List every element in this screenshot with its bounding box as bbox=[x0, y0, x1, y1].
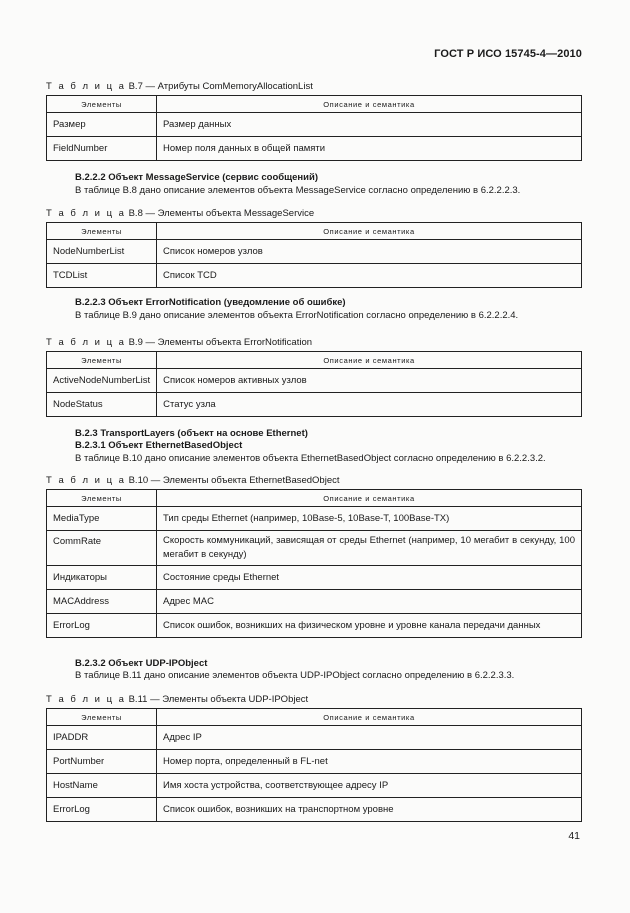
element-name: TCDList bbox=[47, 264, 157, 288]
table-row bbox=[47, 774, 582, 798]
table-row bbox=[47, 264, 582, 288]
table-row bbox=[47, 531, 582, 566]
table-row bbox=[47, 393, 582, 417]
table-row bbox=[47, 240, 582, 264]
element-description: Скорость коммуникаций, зависящая от среды Ethernet (например, 10 мегабит в секунду, 100 мегабит в секунду) bbox=[157, 531, 582, 566]
element-description: Список ошибок, возникших на транспортном уровне bbox=[157, 798, 582, 822]
column-header-description: Описание и семантика bbox=[157, 96, 582, 113]
table-row bbox=[47, 507, 582, 531]
element-name: CommRate bbox=[47, 531, 157, 566]
element-name: ActiveNodeNumberList bbox=[47, 369, 157, 393]
column-header-description: Описание и семантика bbox=[157, 709, 582, 726]
column-header-elements: Элементы bbox=[47, 352, 157, 369]
document-id: ГОСТ Р ИСО 15745-4—2010 bbox=[434, 48, 582, 60]
table-row bbox=[47, 750, 582, 774]
column-header-description: Описание и семантика bbox=[157, 223, 582, 240]
table-header-row bbox=[47, 223, 582, 240]
section-heading: В.2.3 TransportLayers (объект на основе Ethernet) bbox=[75, 428, 308, 439]
table-b8-caption: Т а б л и ц а В.8 — Элементы объекта MessageService bbox=[46, 208, 315, 219]
table-row bbox=[47, 614, 582, 638]
section-paragraph: В таблице В.9 дано описание элементов объекта ErrorNotification согласно определению в 6.2.2.2.4. bbox=[75, 310, 519, 321]
section-heading: В.2.2.2 Объект MessageService (сервис сообщений) bbox=[75, 172, 319, 183]
table-row bbox=[47, 726, 582, 750]
table-row bbox=[47, 113, 582, 137]
table-b8 bbox=[46, 222, 582, 288]
table-b9-caption: Т а б л и ц а В.9 — Элементы объекта ErrorNotification bbox=[46, 337, 313, 348]
table-header-row bbox=[47, 352, 582, 369]
section-paragraph: В таблице В.8 дано описание элементов объекта MessageService согласно определению в 6.2.2.2.3. bbox=[75, 185, 521, 196]
table-b9 bbox=[46, 351, 582, 417]
column-header-elements: Элементы bbox=[47, 223, 157, 240]
element-name: NodeNumberList bbox=[47, 240, 157, 264]
table-b7 bbox=[46, 95, 582, 161]
element-description: Номер порта, определенный в FL-net bbox=[157, 750, 582, 774]
table-row bbox=[47, 566, 582, 590]
table-row bbox=[47, 590, 582, 614]
table-row bbox=[47, 798, 582, 822]
element-description: Адрес MAC bbox=[157, 590, 582, 614]
page-number: 41 bbox=[568, 830, 580, 842]
section-heading: В.2.2.3 Объект ErrorNotification (уведомление об ошибке) bbox=[75, 297, 346, 308]
element-name: ErrorLog bbox=[47, 798, 157, 822]
column-header-description: Описание и семантика bbox=[157, 352, 582, 369]
table-row bbox=[47, 137, 582, 161]
table-b10-caption: Т а б л и ц а В.10 — Элементы объекта EthernetBasedObject bbox=[46, 475, 340, 486]
column-header-elements: Элементы bbox=[47, 709, 157, 726]
column-header-description: Описание и семантика bbox=[157, 490, 582, 507]
element-name: MediaType bbox=[47, 507, 157, 531]
element-name: PortNumber bbox=[47, 750, 157, 774]
table-b7-caption: Т а б л и ц а В.7 — Атрибуты ComMemoryAllocationList bbox=[46, 81, 313, 92]
element-description: Список номеров узлов bbox=[157, 240, 582, 264]
element-description: Список ошибок, возникших на физическом уровне и уровне канала передачи данных bbox=[157, 614, 582, 638]
element-name: NodeStatus bbox=[47, 393, 157, 417]
element-name: MACAddress bbox=[47, 590, 157, 614]
element-name: HostName bbox=[47, 774, 157, 798]
element-name: ErrorLog bbox=[47, 614, 157, 638]
table-b11 bbox=[46, 708, 582, 822]
column-header-elements: Элементы bbox=[47, 490, 157, 507]
section-heading: В.2.3.2 Объект UDP-IPObject bbox=[75, 658, 208, 669]
column-header-elements: Элементы bbox=[47, 96, 157, 113]
table-header-row bbox=[47, 490, 582, 507]
table-b10 bbox=[46, 489, 582, 638]
element-description: Размер данных bbox=[157, 113, 582, 137]
element-description: Состояние среды Ethernet bbox=[157, 566, 582, 590]
element-description: Статус узла bbox=[157, 393, 582, 417]
element-description: Адрес IP bbox=[157, 726, 582, 750]
section-paragraph: В таблице В.11 дано описание элементов объекта UDP-IPObject согласно определению в 6.2.2.3.3. bbox=[75, 670, 515, 681]
element-name: Размер bbox=[47, 113, 157, 137]
element-description: Имя хоста устройства, соответствующее адресу IP bbox=[157, 774, 582, 798]
element-description: Список номеров активных узлов bbox=[157, 369, 582, 393]
element-name: IPADDR bbox=[47, 726, 157, 750]
element-description: Список TCD bbox=[157, 264, 582, 288]
element-description: Номер поля данных в общей памяти bbox=[157, 137, 582, 161]
element-description: Тип среды Ethernet (например, 10Base-5, 10Base-T, 100Base-TX) bbox=[157, 507, 582, 531]
subsection-heading: В.2.3.1 Объект EthernetBasedObject bbox=[75, 440, 243, 451]
table-header-row bbox=[47, 709, 582, 726]
element-name: FieldNumber bbox=[47, 137, 157, 161]
table-header-row bbox=[47, 96, 582, 113]
table-row bbox=[47, 369, 582, 393]
table-b11-caption: Т а б л и ц а В.11 — Элементы объекта UDP-IPObject bbox=[46, 694, 309, 705]
section-paragraph: В таблице В.10 дано описание элементов объекта EthernetBasedObject согласно определению в 6.2.2.3.2. bbox=[75, 453, 546, 464]
element-name: Индикаторы bbox=[47, 566, 157, 590]
